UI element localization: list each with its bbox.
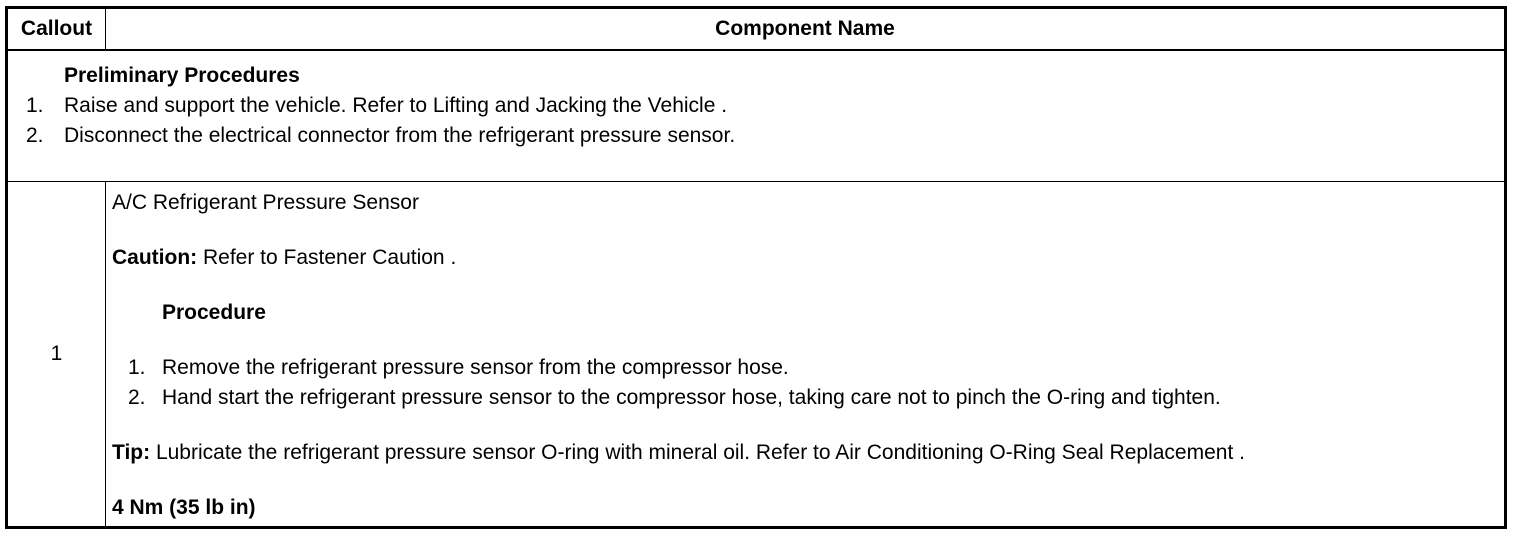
procedure-heading: Procedure <box>162 301 266 324</box>
list-item <box>8 91 1504 121</box>
component-table <box>7 8 1505 527</box>
step-text: Remove the refrigerant pressure sensor from the compressor hose. <box>162 356 789 379</box>
component-detail-cell <box>106 182 1505 527</box>
step-text: Disconnect the electrical connector from the refrigerant pressure sensor. <box>64 124 736 147</box>
list-item <box>112 353 1504 383</box>
procedure-steps <box>112 353 1504 413</box>
caution-label: Caution: <box>112 246 198 269</box>
caution-note <box>112 243 1504 273</box>
callout-number: 1 <box>8 182 106 527</box>
caution-text: Refer to Fastener Caution . <box>197 246 457 269</box>
tip-note <box>112 438 1504 468</box>
list-item <box>8 121 1504 151</box>
tip-label: Tip: <box>112 441 151 464</box>
step-text: Raise and support the vehicle. Refer to Lifting and Jacking the Vehicle . <box>64 94 728 117</box>
preliminary-row <box>8 50 1505 182</box>
list-item <box>112 383 1504 413</box>
tip-text: Lubricate the refrigerant pressure sensor O-ring with mineral oil. Refer to Air Conditioning O-Ring Seal Replacement . <box>150 441 1245 464</box>
step-number: 2. <box>128 386 146 409</box>
step-text: Hand start the refrigerant pressure sensor to the compressor hose, taking care not to pinch the O-ring and tighten. <box>162 386 1221 409</box>
torque-spec: 4 Nm (35 lb in) <box>112 496 256 519</box>
preliminary-steps <box>8 91 1504 151</box>
table-row <box>8 182 1505 527</box>
callout-header: Callout <box>8 9 106 51</box>
component-table-frame <box>5 6 1507 529</box>
table-header-row <box>8 9 1505 51</box>
preliminary-heading: Preliminary Procedures <box>64 64 300 87</box>
step-number: 2. <box>26 124 44 147</box>
component-name-header: Component Name <box>106 9 1505 51</box>
preliminary-cell <box>8 50 1505 182</box>
component-name: A/C Refrigerant Pressure Sensor <box>112 191 419 214</box>
step-number: 1. <box>26 94 44 117</box>
step-number: 1. <box>128 356 146 379</box>
